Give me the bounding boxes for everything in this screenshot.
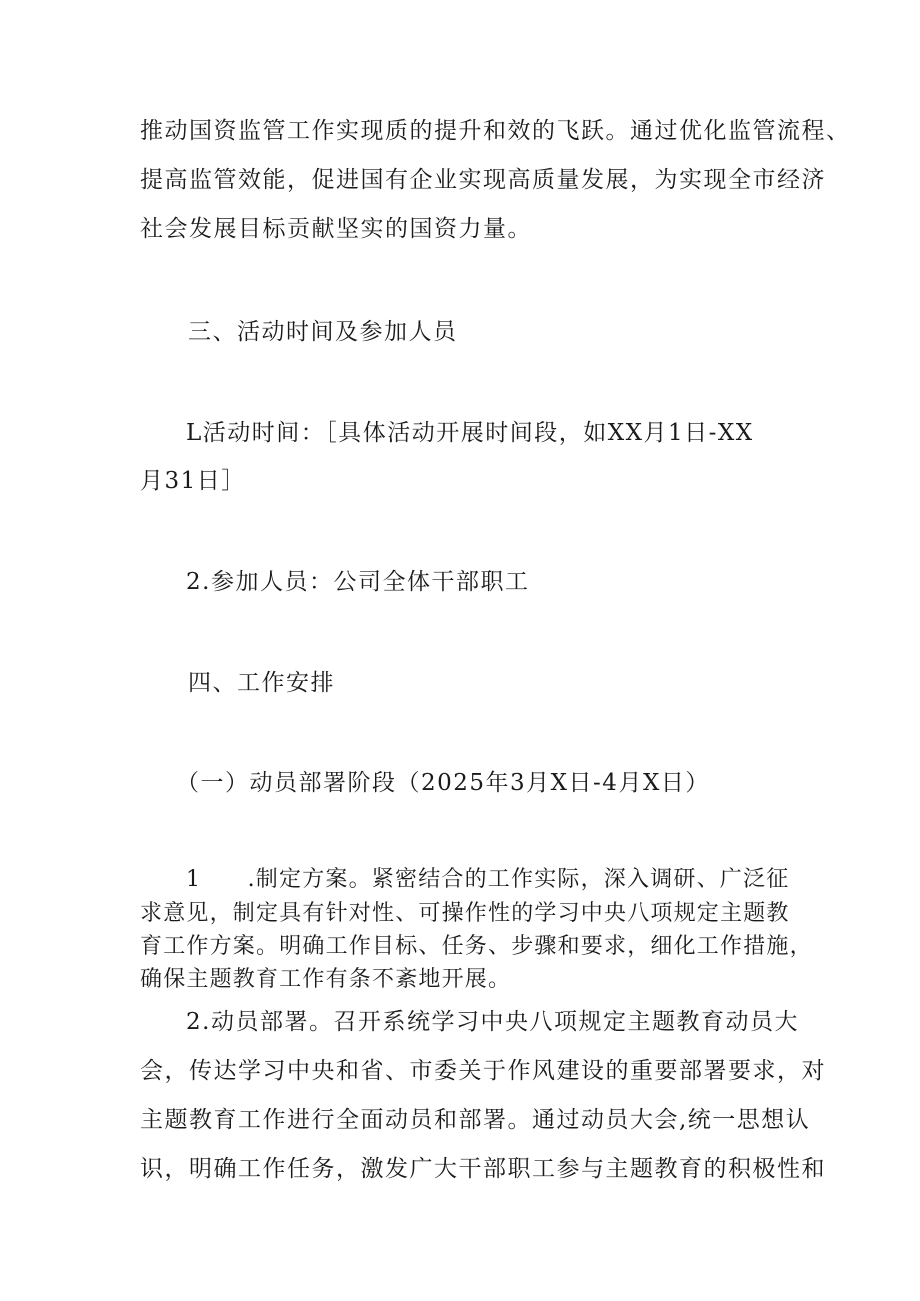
plan-paragraph-line-4: 确保主题教育工作有条不紊地开展。 bbox=[140, 967, 512, 992]
intro-paragraph-line-2: 提高监管效能，促进国有企业实现高质量发展，为实现全市经济 bbox=[140, 167, 826, 193]
mobilize-paragraph-line-4: 识，明确工作任务，激发广大干部职工参与主题教育的积极性和 bbox=[140, 1156, 826, 1182]
subsection-heading-1: （一）动员部署阶段（2025年3月X日-4月X日） bbox=[176, 770, 710, 796]
activity-time-line-1: L活动时间：［具体活动开展时间段，如XX月1日-XX bbox=[186, 420, 754, 446]
intro-paragraph-line-1: 推动国资监管工作实现质的提升和效的飞跃。通过优化监管流程、 bbox=[140, 118, 851, 144]
plan-paragraph-line-2: 求意见，制定具有针对性、可操作性的学习中央八项规定主题教 bbox=[140, 901, 790, 926]
mobilize-paragraph-line-2: 会，传达学习中央和省、市委关于作风建设的重要部署要求，对 bbox=[140, 1058, 826, 1084]
plan-paragraph-line-3: 育工作方案。明确工作目标、任务、步骤和要求，细化工作措施， bbox=[140, 934, 813, 959]
mobilize-paragraph-line-3: 主题教育工作进行全面动员和部署。通过动员大会,统一思想认 bbox=[140, 1107, 811, 1133]
intro-paragraph-line-3: 社会发展目标贡献坚实的国资力量。 bbox=[140, 216, 532, 242]
activity-time-line-2: 月31日］ bbox=[140, 468, 246, 494]
section-heading-3: 三、活动时间及参加人员 bbox=[188, 319, 458, 345]
section-heading-4: 四、工作安排 bbox=[188, 670, 335, 696]
plan-paragraph-line-1: 1 .制定方案。紧密结合的工作实际，深入调研、广泛征 bbox=[186, 867, 790, 892]
participants-item: 2.参加人员：公司全体干部职工 bbox=[186, 569, 530, 595]
mobilize-paragraph-line-1: 2.动员部署。召开系统学习中央八项规定主题教育动员大 bbox=[186, 1009, 799, 1035]
